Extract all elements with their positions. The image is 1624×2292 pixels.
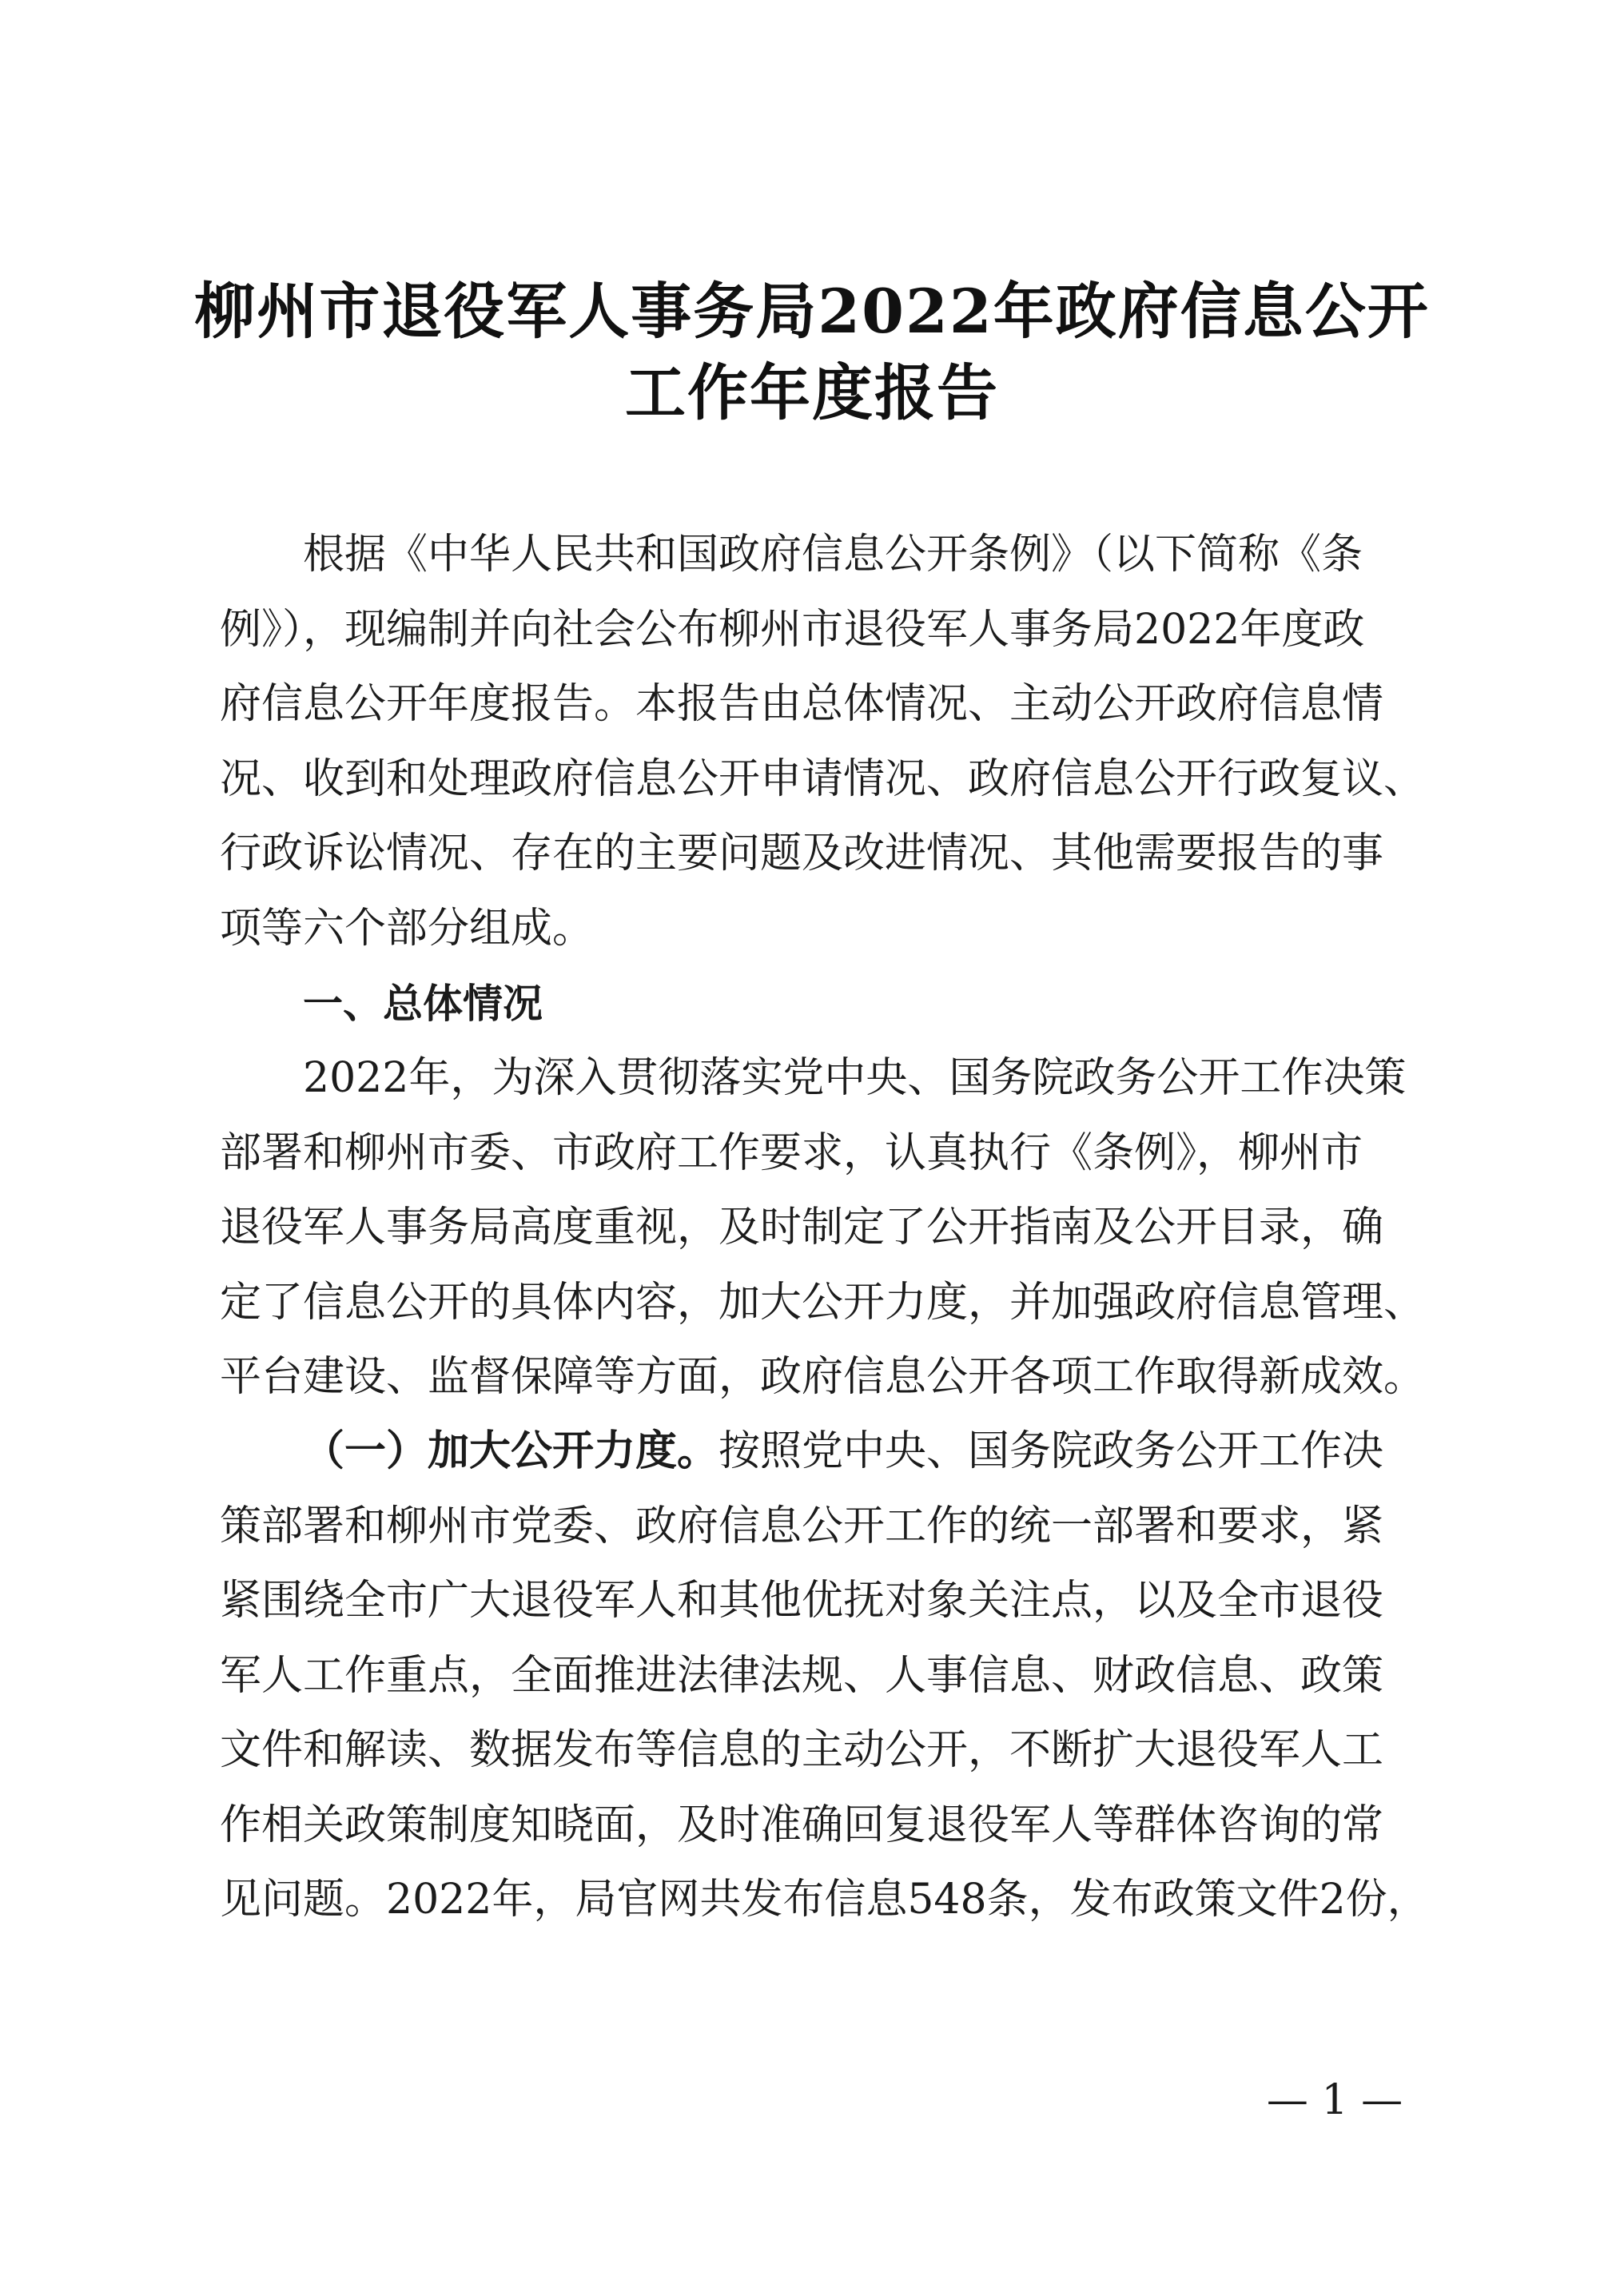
section-1-line: 定了信息公开的具体内容，加大公开力度，并加强政府信息管理、 xyxy=(220,1278,1426,1327)
intro-line: 根据《中华人民共和国政府信息公开条例》（以下简称《条 xyxy=(303,531,1363,579)
report-title-line-2: 工作年度报告 xyxy=(625,357,999,428)
section-1-line: 2022年，为深入贯彻落实党中央、国务院政务公开工作决策 xyxy=(303,1054,1407,1102)
subsection-1-lead: （一）加大公开力度。 xyxy=(303,1427,719,1475)
intro-line: 行政诉讼情况、存在的主要问题及改进情况、其他需要报告的事 xyxy=(220,830,1384,877)
intro-line: 项等六个部分组成。 xyxy=(220,904,595,953)
subsection-1-line: 策部署和柳州市党委、政府信息公开工作的统一部署和要求，紧 xyxy=(220,1502,1384,1550)
section-1-line: 平台建设、监督保障等方面，政府信息公开各项工作取得新成效。 xyxy=(220,1353,1426,1401)
subsection-1-line: 文件和解读、数据发布等信息的主动公开，不断扩大退役军人工 xyxy=(220,1726,1384,1774)
section-1-paragraph xyxy=(220,1041,1426,1415)
intro-paragraph xyxy=(220,518,1426,966)
intro-line: 例》），现编制并向社会公布柳州市退役军人事务局2022年度政 xyxy=(220,605,1365,654)
section-1 xyxy=(220,967,1419,1042)
subsection-1-first-line-text: 按照党中央、国务院政务公开工作决 xyxy=(718,1427,1384,1475)
section-1-line: 部署和柳州市委、市政府工作要求，认真执行《条例》，柳州市 xyxy=(220,1128,1363,1177)
section-heading: 一、总体情况 xyxy=(303,981,543,1027)
report-title-line-1: 柳州市退役军人事务局2022年政府信息公开 xyxy=(194,276,1430,347)
section-1-line: 退役军人事务局高度重视，及时制定了公开指南及公开目录，确 xyxy=(220,1204,1384,1251)
subsection-1-line: 见问题。2022年，局官网共发布信息548条，发布政策文件2份， xyxy=(220,1876,1429,1924)
page-number: — 1 — xyxy=(1266,2076,1403,2124)
subsection-1-paragraph xyxy=(220,1415,1429,1938)
subsection-1-line: 作相关政策制度知晓面，及时准确回复退役军人等群体咨询的常 xyxy=(220,1801,1384,1849)
intro-line: 府信息公开年度报告。本报告由总体情况、主动公开政府信息情 xyxy=(220,680,1384,728)
subsection-1-line: 军人工作重点，全面推进法律法规、人事信息、财政信息、政策 xyxy=(220,1651,1384,1700)
subsection-1-first-line xyxy=(220,1415,1419,1490)
subsection-1-line: 紧围绕全市广大退役军人和其他优抚对象关注点，以及全市退役 xyxy=(220,1577,1384,1625)
intro-line: 况、收到和处理政府信息公开申请情况、政府信息公开行政复议、 xyxy=(220,754,1426,803)
